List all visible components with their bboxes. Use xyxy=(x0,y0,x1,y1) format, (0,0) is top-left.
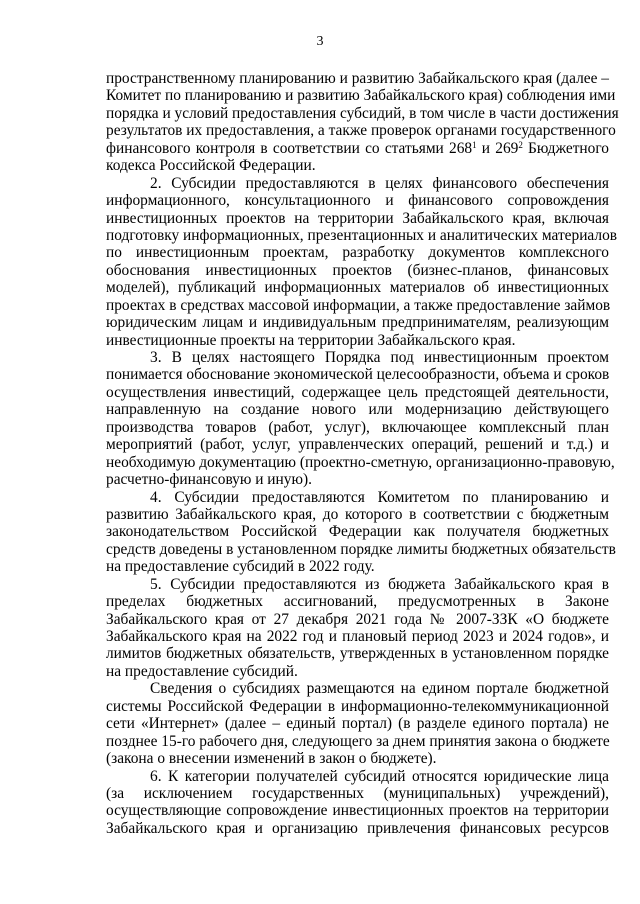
text-line: проектах в средствах массовой информации, а также предоставление займов xyxy=(106,296,611,314)
text-line: Забайкальского края от 27 декабря 2021 года № 2007-ЗЗК «О бюджете xyxy=(106,610,609,628)
text-line: обоснования инвестиционных проектов (бизнес-планов, финансовых xyxy=(106,261,609,279)
text-line: инвестиционных проектов на территории Забайкальского края, включая xyxy=(106,209,609,227)
text-line: средств доведены в установленном порядке лимиты бюджетных обязательств xyxy=(106,540,616,558)
text-line: законодательством Российской Федерации как получателя бюджетных xyxy=(106,523,609,541)
text-line: Забайкальского края на 2022 год и плановый период 2023 и 2024 годов», и xyxy=(106,628,609,645)
text-line: пространственному планированию и развитию Забайкальского края (далее – xyxy=(106,70,609,87)
text-line: подготовку информационных, презентационных и аналитических материалов xyxy=(106,226,618,244)
text-line: позднее 15-го рабочего дня, следующего за днем принятия закона о бюджете xyxy=(106,732,610,750)
text-line: сети «Интернет» (далее – единый портал) (в разделе единого портала) не xyxy=(106,715,609,733)
text-segment: и 269 xyxy=(476,139,519,157)
text-line: инвестиционные проекты на территории Забайкальского края. xyxy=(106,331,516,349)
text-line: системы Российской Федерации в информационно-телекоммуникационной xyxy=(106,697,609,715)
text-line: мероприятий (работ, услуг, управленческих операций, решений и т.д.) и xyxy=(106,436,609,454)
text-line: расчетно-финансовую и иную). xyxy=(106,471,312,489)
text-line: 2. Субсидии предоставляются в целях финансового обеспечения xyxy=(150,174,609,192)
text-line: Забайкальского края и организацию привлечения финансовых ресурсов xyxy=(106,819,609,837)
text-line xyxy=(106,140,609,157)
text-line: осуществления инвестиций, содержащее цель предстоящей деятельности, xyxy=(106,383,609,401)
text-line: (за исключением государственных (муниципальных) учреждений), xyxy=(106,784,609,802)
page-number: 3 xyxy=(316,34,324,49)
text-line: понимается обоснование экономической целесообразности, объема и сроков xyxy=(106,366,610,384)
text-line: кодекса Российской Федерации. xyxy=(106,157,316,175)
text-line: 5. Субсидии предоставляются из бюджета Забайкальского края в xyxy=(150,575,609,593)
text-line: 4. Субсидии предоставляются Комитетом по планированию и xyxy=(150,488,609,506)
text-line: Сведения о субсидиях размещаются на едином портале бюджетной xyxy=(150,680,609,698)
text-line: по инвестиционным проектам, разработку документов комплексного xyxy=(106,244,609,262)
text-line: моделей), публикаций информационных материалов об инвестиционных xyxy=(106,279,609,297)
text-line: 3. В целях настоящего Порядка под инвестиционным проектом xyxy=(150,349,609,366)
text-line: пределах бюджетных ассигнований, предусмотренных в Законе xyxy=(106,593,609,611)
text-line: направленную на создание нового или модернизацию действующего xyxy=(106,401,609,419)
text-line: лимитов бюджетных обязательств, утвержденных в установленном порядке xyxy=(106,645,609,663)
text-line: развитию Забайкальского края, до которого в соответствии с бюджетным xyxy=(106,505,609,523)
text-line: на предоставление субсидий. xyxy=(106,662,298,680)
text-line: необходимую документацию (проектно-сметную, организационно-правовую, xyxy=(106,453,615,471)
text-line: Комитет по планированию и развитию Забайкальского края) соблюдения ими xyxy=(106,87,616,105)
text-line: результатов их предоставления, а также проверок органами государственного xyxy=(106,122,616,140)
text-segment: Бюджетного xyxy=(522,139,609,157)
document-body xyxy=(106,70,619,837)
text-line: (закона о внесении изменений в закон о бюджете). xyxy=(106,750,437,768)
text-line: информационного, консультационного и финансового сопровождения xyxy=(106,192,609,210)
text-line: осуществляющие сопровождение инвестиционных проектов на территории xyxy=(106,802,609,820)
text-line: юридическим лицам и индивидуальным предпринимателям, реализующим xyxy=(106,314,609,332)
superscript: 2 xyxy=(518,139,523,150)
text-segment: финансового контроля в соответствии со статьями 268 xyxy=(106,139,473,157)
text-line: 6. К категории получателей субсидий относятся юридические лица xyxy=(150,767,609,785)
superscript: 1 xyxy=(472,139,477,150)
text-line: производства товаров (работ, услуг), включающее комплексный план xyxy=(106,418,609,436)
text-line: порядка и условий предоставления субсидий, в том числе в части достижения xyxy=(106,104,619,122)
text-line: на предоставление субсидий в 2022 году. xyxy=(106,558,375,576)
